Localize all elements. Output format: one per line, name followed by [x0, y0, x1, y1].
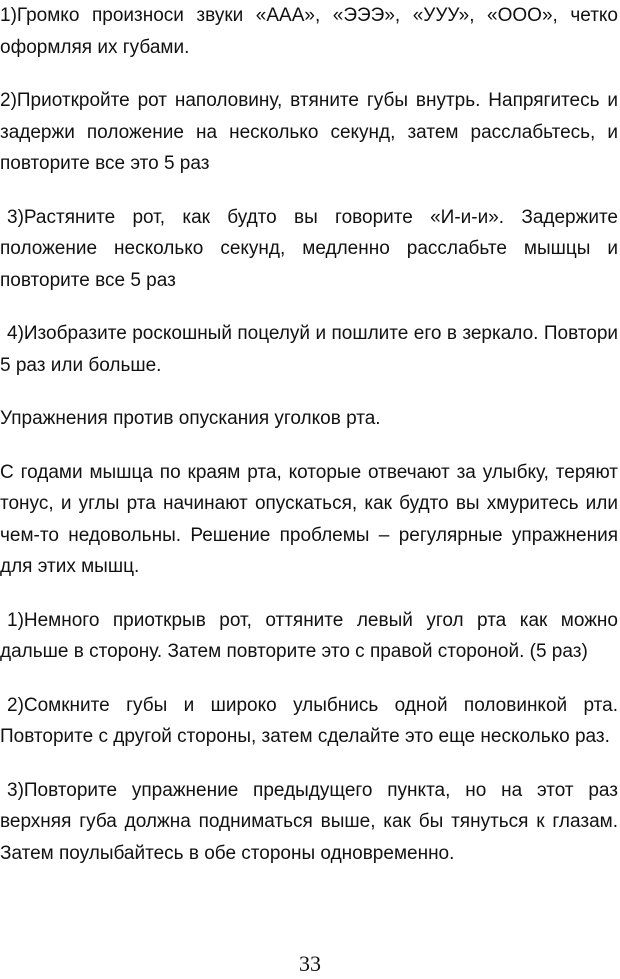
paragraph-intro: С годами мышца по краям рта, которые отвечают за улыбку, теряют тонус, и углы рта начинают опускаться, как будто вы хмуритесь или чем-то недовольны. Решение проблемы – регулярные упражнения для этих мышц. — [0, 461, 618, 577]
paragraph-exercise-3: 3)Растяните рот, как будто вы говорите «И-и-и». Задержите положение несколько секунд, медленно расслабьте мышцы и повторите все 5 раз — [0, 206, 618, 291]
paragraph-corner-exercise-3: 3)Повторите упражнение предыдущего пункта, но на этот раз верхняя губа должна подниматься выше, как бы тянуться к глазам. Затем поулыбайтесь в обе стороны одновременно. — [0, 779, 618, 864]
section-heading: Упражнения против опускания уголков рта. — [0, 408, 381, 429]
paragraph-corner-exercise-2: 2)Сомкните губы и широко улыбнись одной половинкой рта. Повторите с другой стороны, затем сделайте это еще несколько раз. — [0, 694, 618, 747]
paragraph-corner-exercise-1: 1)Немного приоткрыв рот, оттяните левый угол рта как можно дальше в сторону. Затем повторите это с правой стороной. (5 раз) — [0, 609, 618, 662]
paragraph-exercise-1: 1)Громко произноси звуки «ААА», «ЭЭЭ», «УУУ», «ООО», четко оформляя их губами. — [0, 5, 618, 58]
paragraph-exercise-2: 2)Приоткройте рот наполовину, втяните губы внутрь. Напрягитесь и задержи положение на несколько секунд, затем расслабьтесь, и повторите все это 5 раз — [0, 90, 618, 174]
paragraph-exercise-4: 4)Изобразите роскошный поцелуй и пошлите его в зеркало. Повтори 5 раз или больше. — [0, 323, 618, 376]
page-number: 33 — [299, 951, 321, 976]
